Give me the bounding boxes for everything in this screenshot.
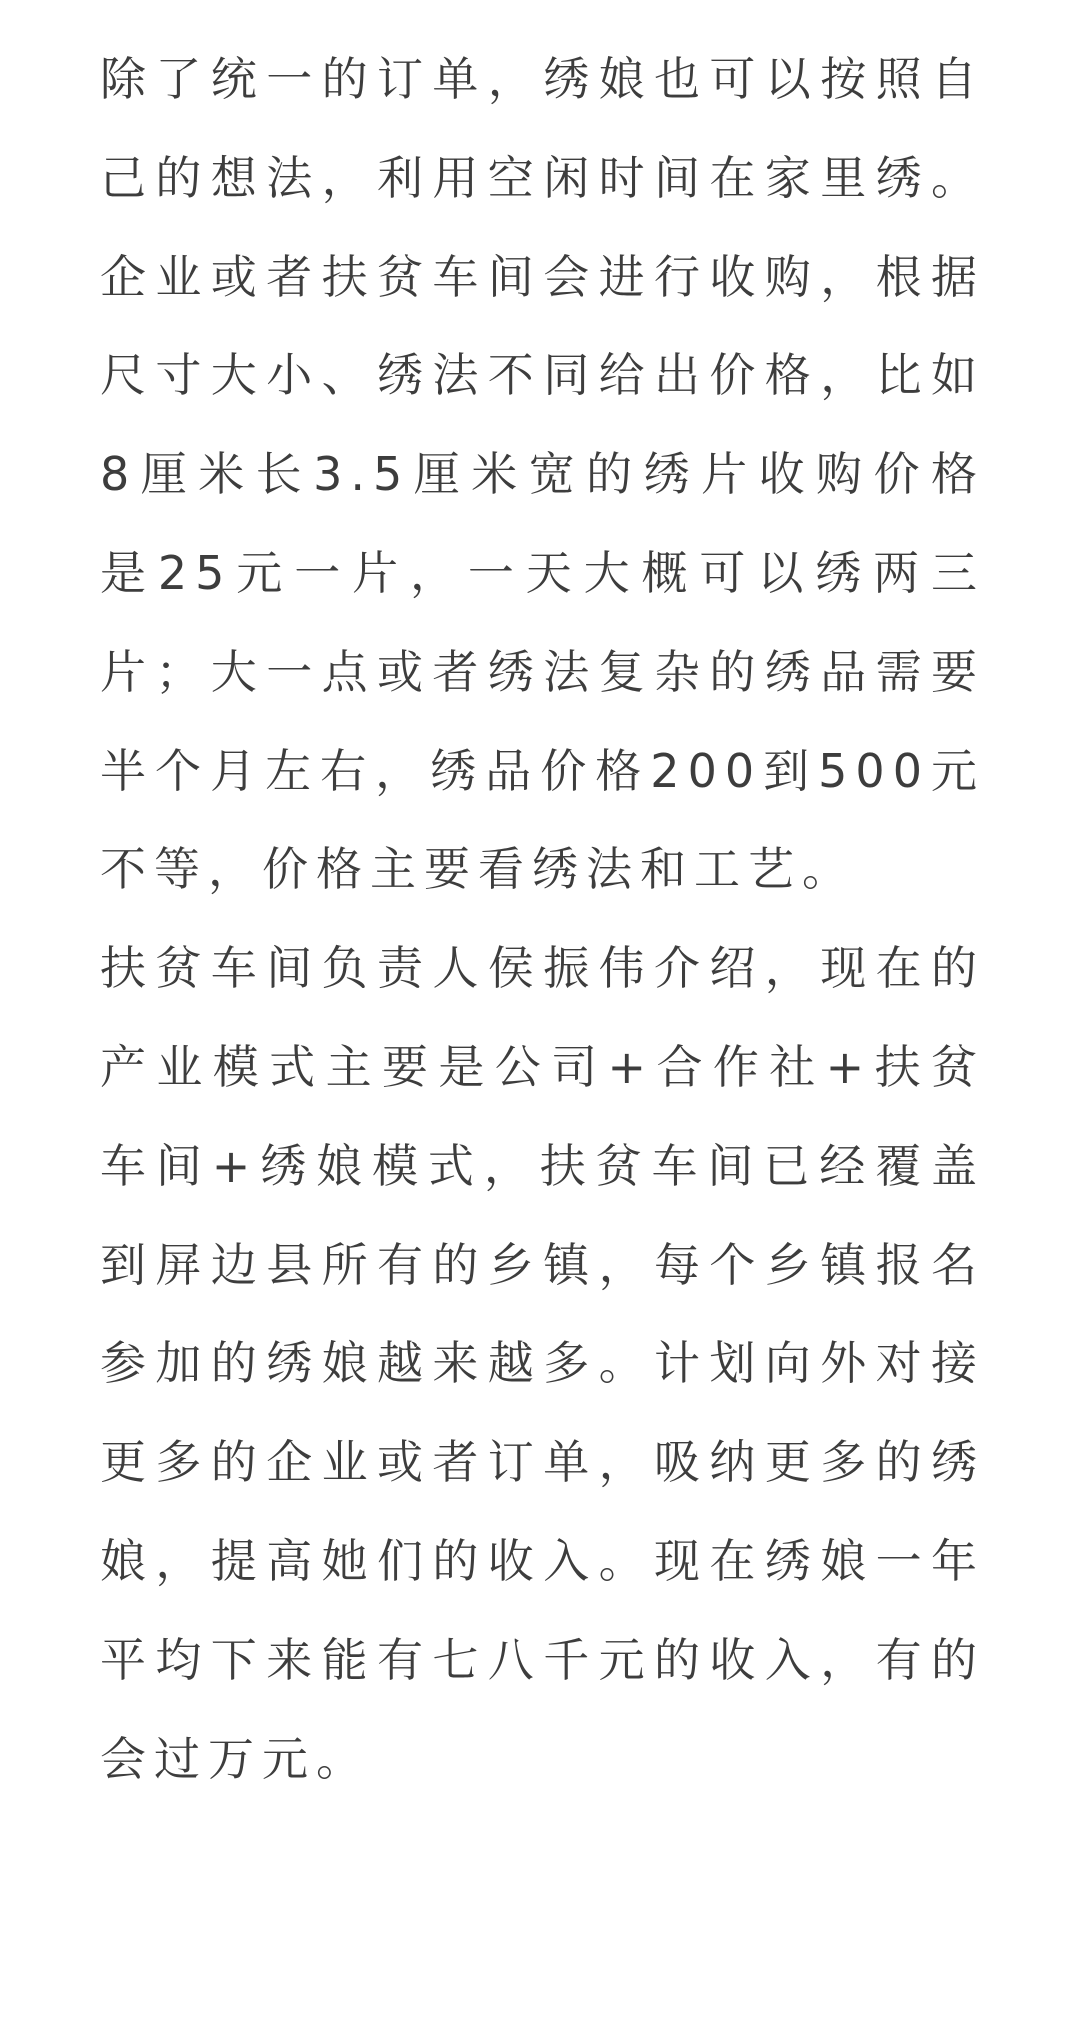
paragraph-industry-model: 扶贫车间负责人侯振伟介绍，现在的产业模式主要是公司+合作社+扶贫车间+绣娘模式，扶贫车间已经覆盖到屏边县所有的乡镇，每个乡镇报名参加的绣娘越来越多。计划向外对接更多的企业或者订单，吸纳更多的绣娘，提高她们的收入。现在绣娘一年平均下来能有七八千元的收入，有的会过万元。 <box>100 941 985 1786</box>
article-body <box>100 30 985 1808</box>
paragraph-embroidery-pricing: 除了统一的订单，绣娘也可以按照自己的想法，利用空闲时间在家里绣。企业或者扶贫车间会进行收购，根据尺寸大小、绣法不同给出价格，比如8厘米长3.5厘米宽的绣片收购价格是25元一片，一天大概可以绣两三片；大一点或者绣法复杂的绣品需要半个月左右，绣品价格200到500元不等，价格主要看绣法和工艺。 <box>100 52 985 897</box>
